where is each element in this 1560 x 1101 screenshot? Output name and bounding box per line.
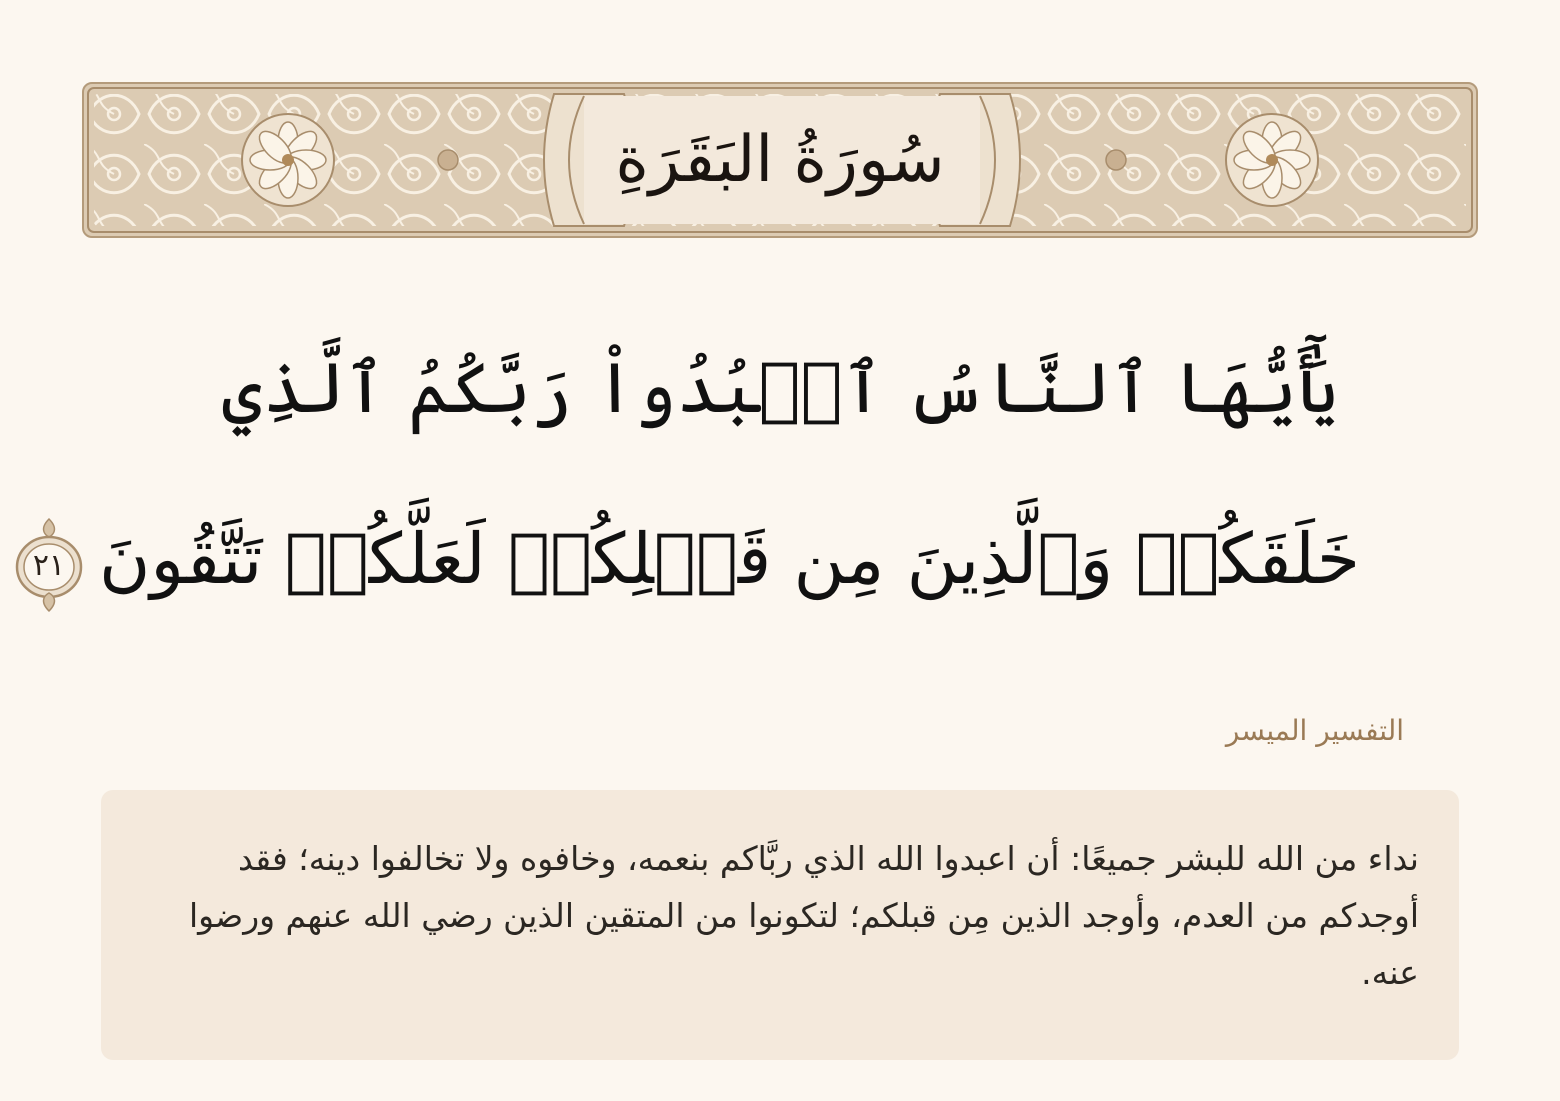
tafsir-text: نداء من الله للبشر جميعًا: أن اعبدوا الله الذي ربَّاكم بنعمه، وخافوه ولا تخالفوا دينه؛ فقد أوجدكم من العدم، وأوجد الذين مِن قبلكم؛ لتكونوا من المتقين الذين رضي الله عنهم ورضوا عنه.: [188, 839, 1419, 992]
verse-line-1: يَٰٓأَيُّهَا ٱلنَّاسُ ٱعۡبُدُواْ رَبَّكُمُ ٱلَّذِي: [221, 347, 1339, 429]
verse-line-2-text: خَلَقَكُمۡ وَٱلَّذِينَ مِن قَبۡلِكُمۡ لَعَلَّكُمۡ تَتَّقُونَ: [98, 518, 1360, 600]
surah-title: سُورَةُ البَقَرَةِ: [615, 123, 945, 197]
ayah-number-marker: [13, 515, 85, 615]
verse-line-2: [32, 504, 1360, 615]
tafsir-source-title: التفسير الميسر: [1225, 714, 1404, 747]
surah-header-banner: [82, 82, 1478, 238]
ayah-number: ٢١: [32, 548, 66, 583]
tafsir-box: [101, 790, 1459, 1060]
